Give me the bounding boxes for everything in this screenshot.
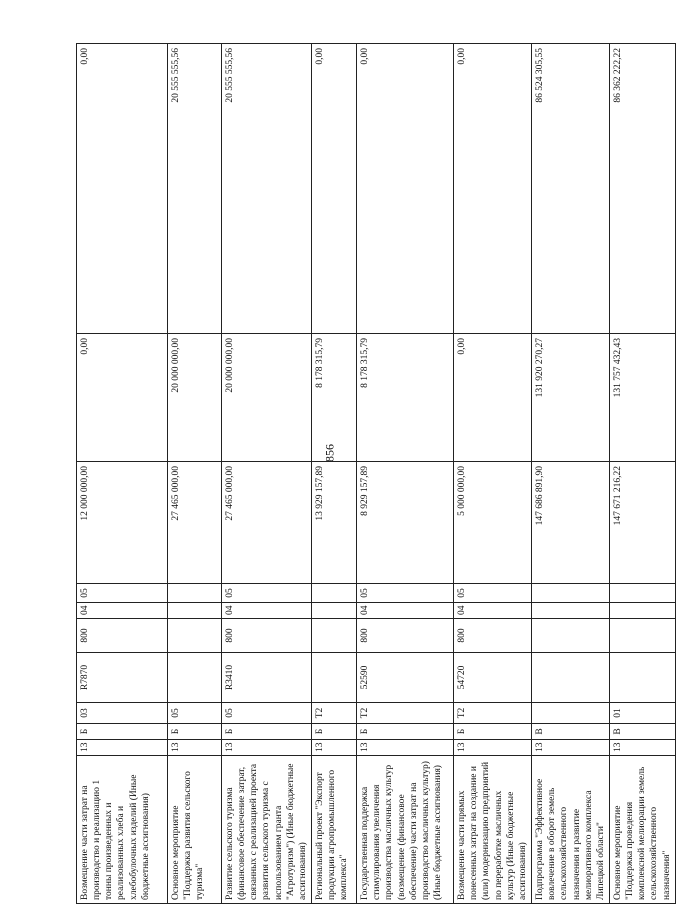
row-name-cell: Основное мероприятие "Поддержка проведения комплексной мелиорации земель сельскохозяйственного назначения": [609, 756, 675, 904]
amount-year1-cell: 147 671 216,22: [609, 462, 675, 584]
direction-code-cell: R3410: [222, 653, 312, 703]
direction-code-cell: [312, 653, 357, 703]
activity-code-cell: 05: [222, 703, 312, 724]
amount-year2-cell: 131 757 432,43: [609, 334, 675, 462]
row-name-cell: Возмещение части затрат на производство и реализацию 1 тонны произведенных и реализованных хлеба и хлебобулочных изделий (Иные бюджетные ассигнования): [77, 756, 168, 904]
activity-code-cell: 05: [168, 703, 222, 724]
program-code-cell: 13: [532, 740, 610, 756]
amount-year2-cell: 0,00: [454, 334, 532, 462]
direction-code-cell: 52590: [357, 653, 454, 703]
expense-type-cell: 800: [77, 619, 168, 653]
subprogram-code-cell: Б: [357, 724, 454, 740]
amount-year2-cell: 20 000 000,00: [222, 334, 312, 462]
section-cell: 04: [222, 603, 312, 619]
amount-year1-cell: 12 000 000,00: [77, 462, 168, 584]
expense-type-cell: 800: [454, 619, 532, 653]
expense-type-cell: [312, 619, 357, 653]
activity-code-cell: Т2: [312, 703, 357, 724]
table-row: [609, 44, 675, 904]
subsection-cell: [609, 584, 675, 603]
direction-code-cell: R7870: [77, 653, 168, 703]
row-name-cell: Региональный проект "Экспорт продукции агропромышленного комплекса": [312, 756, 357, 904]
amount-year3-cell: 0,00: [77, 44, 168, 334]
amount-year3-cell: 0,00: [454, 44, 532, 334]
row-name-cell: Подпрограмма "Эффективное вовлечение в оборот земель сельскохозяйственного назначения и развитие мелиоративного комплекса Липецкой области": [532, 756, 610, 904]
expense-type-cell: [168, 619, 222, 653]
program-code-cell: 13: [222, 740, 312, 756]
direction-code-cell: 54720: [454, 653, 532, 703]
amount-year3-cell: 20 555 555,56: [222, 44, 312, 334]
amount-year3-cell: 86 524 305,55: [532, 44, 610, 334]
subsection-cell: 05: [222, 584, 312, 603]
activity-code-cell: Т2: [454, 703, 532, 724]
row-name-cell: Развитие сельского туризма (финансовое обеспечение затрат, связанных с реализацией проекта развития сельского туризма с использованием гранта "Агротуризм") (Иные бюджетные ассигнования): [222, 756, 312, 904]
row-name-cell: Возмещение части прямых понесенных затрат на создание и (или) модернизацию предприятий по переработке масличных культур (Иные бюджетные ассигнования): [454, 756, 532, 904]
expense-type-cell: [609, 619, 675, 653]
subprogram-code-cell: В: [609, 724, 675, 740]
section-cell: [312, 603, 357, 619]
direction-code-cell: [168, 653, 222, 703]
activity-code-cell: [532, 703, 610, 724]
section-cell: 04: [454, 603, 532, 619]
amount-year3-cell: 20 555 555,56: [168, 44, 222, 334]
subprogram-code-cell: В: [532, 724, 610, 740]
program-code-cell: 13: [312, 740, 357, 756]
table-row: [168, 44, 222, 904]
program-code-cell: 13: [168, 740, 222, 756]
table-row: [532, 44, 610, 904]
direction-code-cell: [532, 653, 610, 703]
program-code-cell: 13: [77, 740, 168, 756]
amount-year3-cell: 0,00: [312, 44, 357, 334]
amount-year2-cell: 8 178 315,79: [357, 334, 454, 462]
expense-type-cell: 800: [357, 619, 454, 653]
section-cell: [168, 603, 222, 619]
subsection-cell: [168, 584, 222, 603]
amount-year1-cell: 8 929 157,89: [357, 462, 454, 584]
expense-type-cell: [532, 619, 610, 653]
amount-year3-cell: 0,00: [357, 44, 454, 334]
subprogram-code-cell: Б: [168, 724, 222, 740]
program-code-cell: 13: [454, 740, 532, 756]
table-row: [77, 44, 168, 904]
table-body: [77, 44, 676, 904]
amount-year1-cell: 27 465 000,00: [222, 462, 312, 584]
subprogram-code-cell: Б: [454, 724, 532, 740]
row-name-cell: Государственная поддержка стимулирования увеличения производства масличных культур (возмещение (финансовое обеспечение) части затрат на производство масличных культур) (Иные бюджетные ассигнования): [357, 756, 454, 904]
section-cell: 04: [77, 603, 168, 619]
activity-code-cell: Т2: [357, 703, 454, 724]
table-row: [357, 44, 454, 904]
amount-year1-cell: 13 929 157,89: [312, 462, 357, 584]
activity-code-cell: 01: [609, 703, 675, 724]
table-row: [222, 44, 312, 904]
subsection-cell: 05: [454, 584, 532, 603]
subprogram-code-cell: Б: [222, 724, 312, 740]
program-code-cell: 13: [357, 740, 454, 756]
amount-year2-cell: 0,00: [77, 334, 168, 462]
subsection-cell: [532, 584, 610, 603]
subsection-cell: 05: [77, 584, 168, 603]
table-row: [454, 44, 532, 904]
amount-year1-cell: 27 465 000,00: [168, 462, 222, 584]
table-row: [312, 44, 357, 904]
amount-year3-cell: 86 362 222,22: [609, 44, 675, 334]
amount-year2-cell: 20 000 000,00: [168, 334, 222, 462]
budget-table: [76, 43, 676, 904]
subsection-cell: [312, 584, 357, 603]
expense-type-cell: 800: [222, 619, 312, 653]
amount-year2-cell: 8 178 315,79: [312, 334, 357, 462]
section-cell: [609, 603, 675, 619]
direction-code-cell: [609, 653, 675, 703]
subprogram-code-cell: Б: [77, 724, 168, 740]
section-cell: 04: [357, 603, 454, 619]
subprogram-code-cell: Б: [312, 724, 357, 740]
amount-year1-cell: 147 686 891,90: [532, 462, 610, 584]
subsection-cell: 05: [357, 584, 454, 603]
section-cell: [532, 603, 610, 619]
activity-code-cell: 03: [77, 703, 168, 724]
budget-table-rotated: [76, 44, 672, 904]
page-number: 856: [322, 444, 337, 462]
program-code-cell: 13: [609, 740, 675, 756]
amount-year1-cell: 5 000 000,00: [454, 462, 532, 584]
row-name-cell: Основное мероприятие "Поддержка развития сельского туризма": [168, 756, 222, 904]
amount-year2-cell: 131 920 270,27: [532, 334, 610, 462]
